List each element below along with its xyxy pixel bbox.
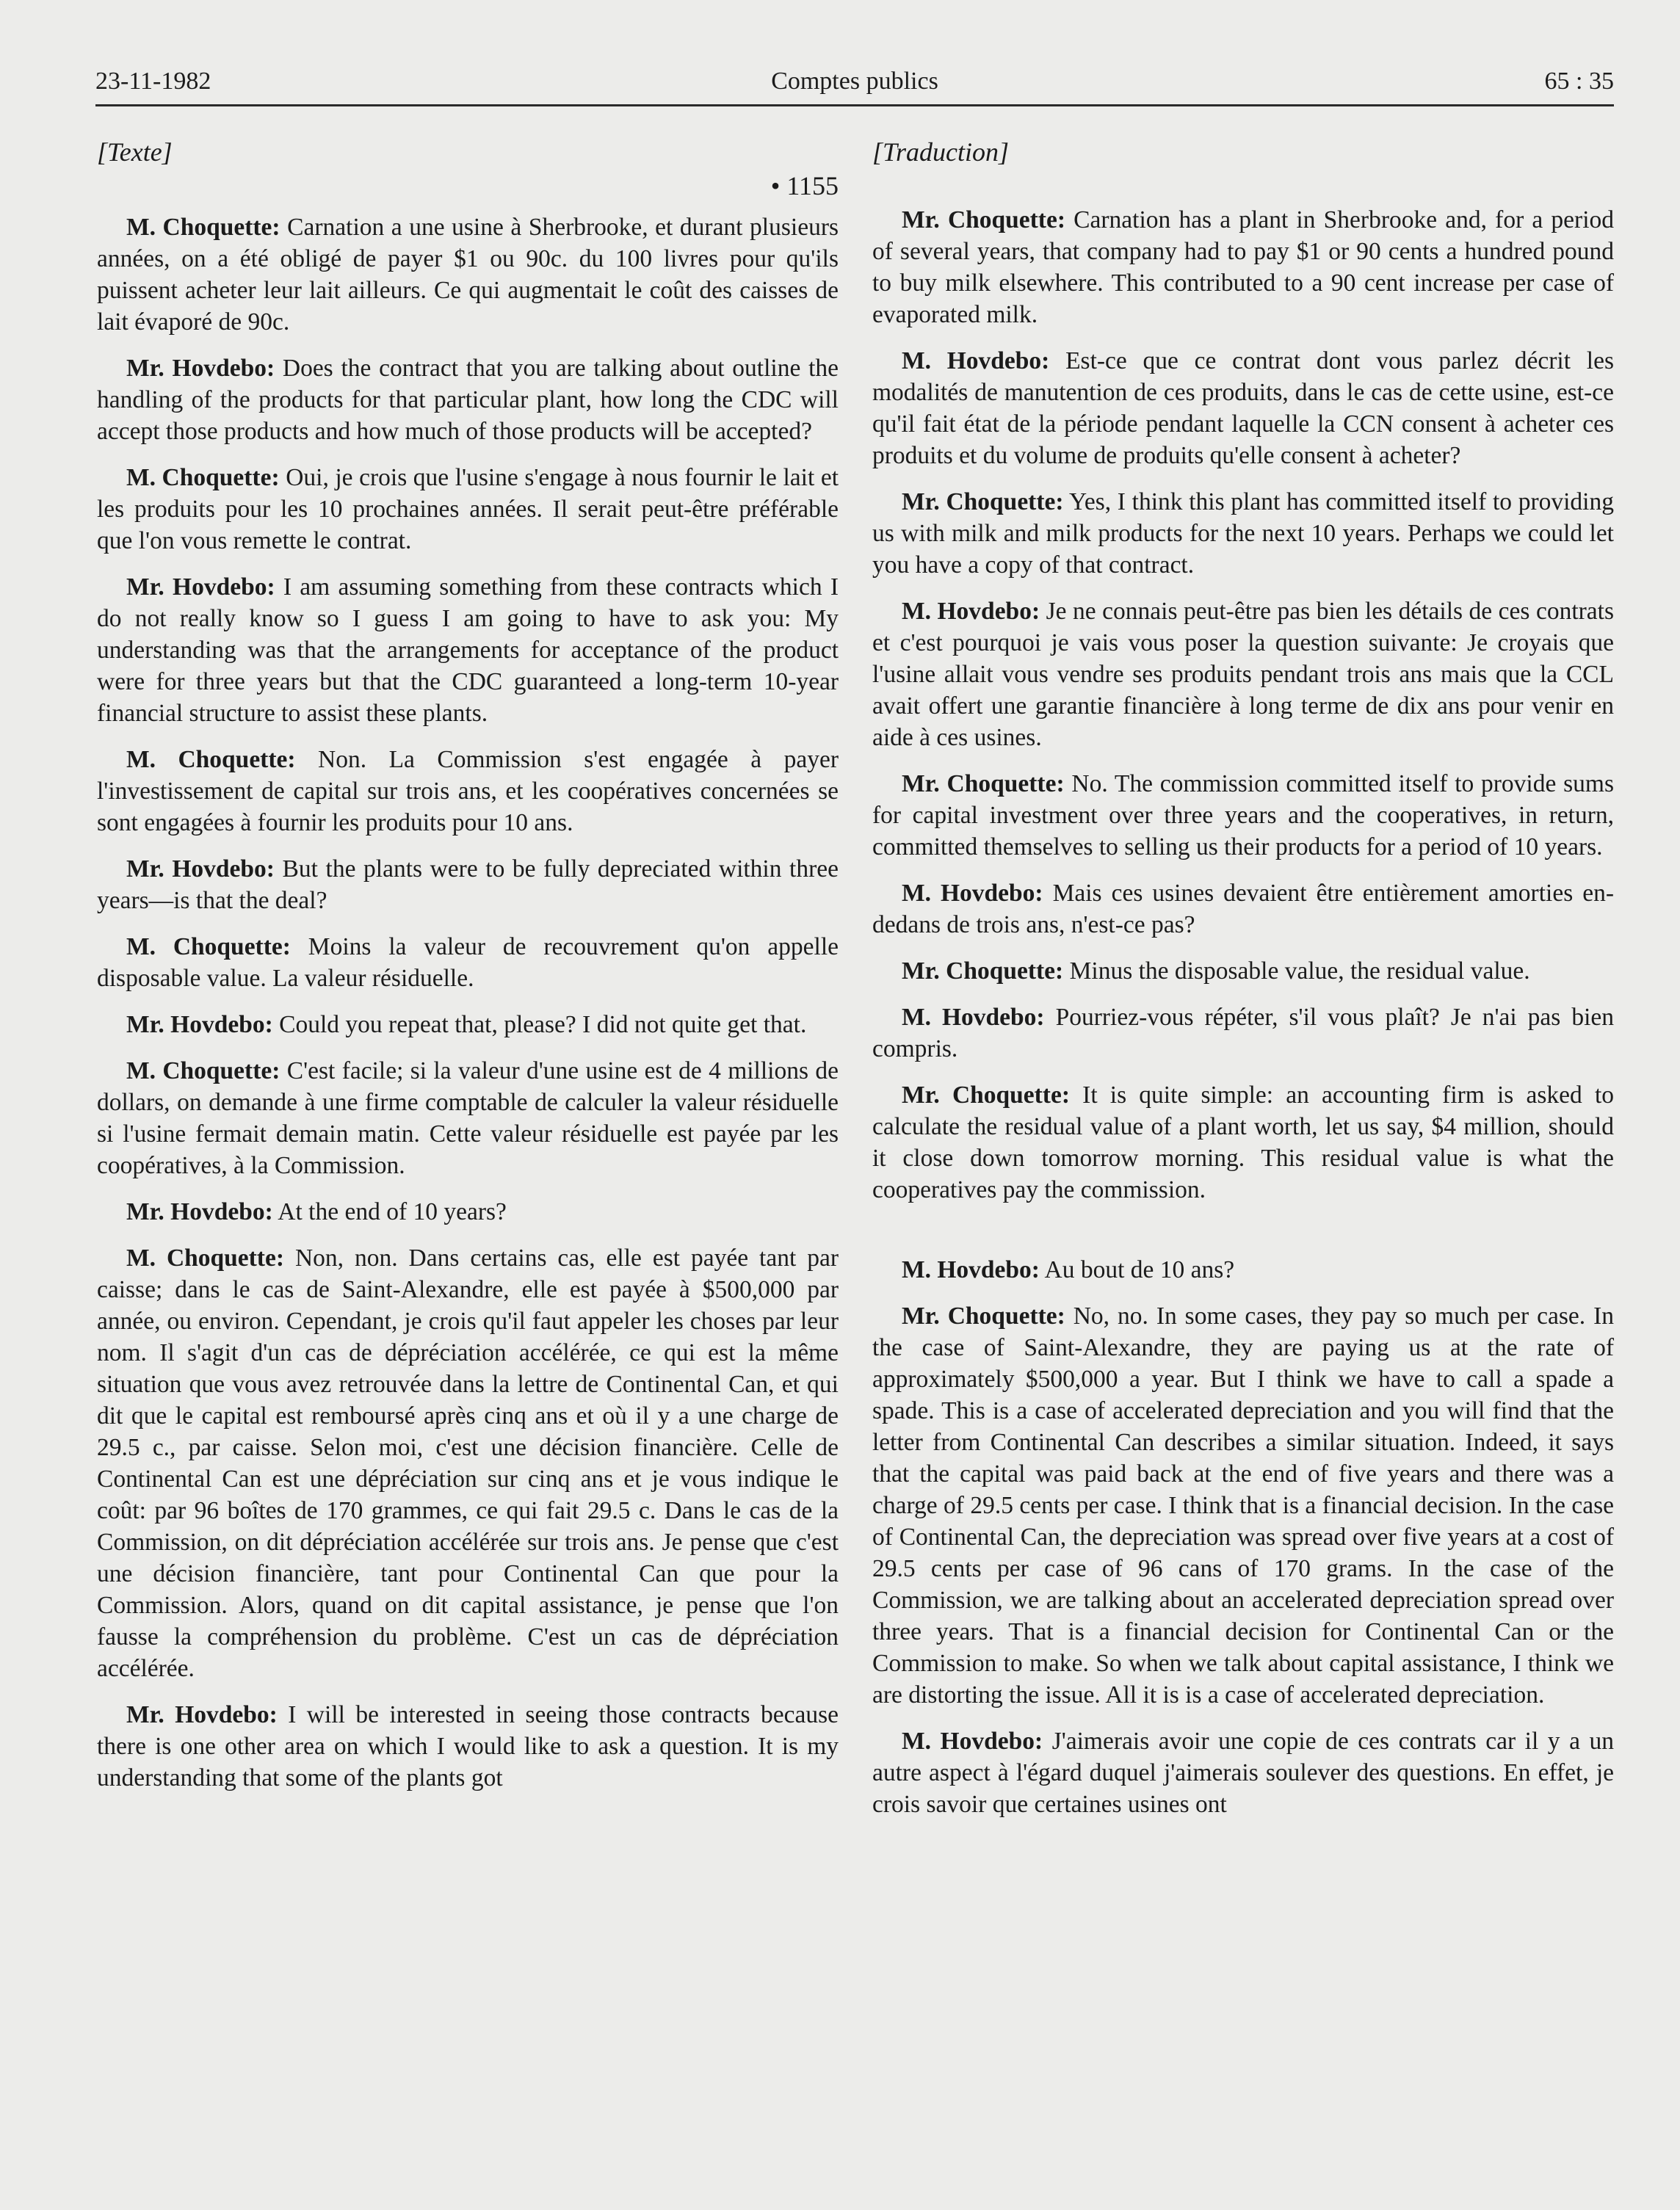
- speech-text: It is quite simple: an accounting firm is asked to calculate the residual value of a plant worth, let us say, $4 million, should it close down tomorrow morning. This residual value is what the cooperatives pay the commission.: [872, 1082, 1614, 1203]
- speaker-name: M. Choquette:: [126, 1057, 280, 1084]
- transcript-paragraph: [97, 1699, 839, 1794]
- speech-text: Carnation has a plant in Sherbrooke and, for a period of several years, that company had to pay $1 or 90 cents a hundred pound to buy milk elsewhere. This contributed to a 90 cent increase per case of evaporated milk.: [872, 206, 1614, 328]
- transcript-paragraph: [872, 486, 1614, 581]
- header-date: 23-11-1982: [95, 68, 211, 95]
- transcript-paragraph: [97, 931, 839, 994]
- speech-text: Je ne connais peut-être pas bien les détails de ces contrats et c'est pourquoi je vais vous poser la question suivante: Je croyais que l'usine allait vous vendre ses produits pendant trois ans mais que la CCL avait offert une garantie financière à long terme de dix ans pour venir en aide à ces usines.: [872, 598, 1615, 751]
- transcript-paragraph: [97, 1009, 839, 1040]
- speech-text: Yes, I think this plant has committed itself to providing us with milk and milk products for the next 10 years. Perhaps we could let you have a copy of that contract.: [872, 488, 1614, 579]
- speaker-name: M. Hovdebo:: [902, 1004, 1045, 1031]
- speech-text: No, no. In some cases, they pay so much per case. In the case of Saint-Alexandre, they are paying us at the rate of approximately $500,000 a year. But I think we have to call a spade a spade. This is a case of accelerated depreciation and you will find that the letter from Continental Can describes a similar situation. Indeed, it says that the capital was paid back at the end of five years and there was a charge of 29.5 cents per case. I think that is a financial decision. In the case of Continental Can, the depreciation was spread over five years at a cost of 29.5 cents per case of 96 cans of 170 grams. In the case of the Commission, we are talking about an accelerated depreciation spread over three years. That is a financial decision for Continental Can or the Commission to make. So when we talk about capital assistance, I think we are distorting the issue. All it is is a case of accelerated depreciation.: [872, 1303, 1614, 1709]
- header-page-number: 65 : 35: [1544, 68, 1614, 95]
- speech-text: Oui, je crois que l'usine s'engage à nous fournir le lait et les produits pour les 10 prochaines années. Il serait peut-être préférable que l'on vous remette le contrat.: [97, 464, 839, 554]
- speech-text: I am assuming something from these contracts which I do not really know so I guess I am going to have to ask you: My understanding was that the arrangements for acceptance of the product were for three years but that the CDC guaranteed a long-term 10-year financial structure to assist these plants.: [97, 573, 839, 727]
- transcript-paragraph: [872, 345, 1614, 471]
- left-column: [97, 137, 839, 1808]
- speech-text: Mais ces usines devaient être entièrement amorties en-dedans de trois ans, n'est-ce pas?: [872, 880, 1615, 938]
- speaker-name: Mr. Choquette:: [902, 488, 1064, 515]
- speech-text: C'est facile; si la valeur d'une usine est de 4 millions de dollars, on demande à une firme comptable de calculer la valeur résiduelle si l'usine fermait demain matin. Cette valeur résiduelle est payée par les coopératives, à la Commission.: [97, 1057, 839, 1179]
- transcript-paragraph: [97, 1242, 839, 1684]
- speech-text: Non. La Commission s'est engagée à payer l'investissement de capital sur trois ans, et les coopératives concernées se sont engagées à fournir les produits pour 10 ans.: [97, 746, 839, 836]
- speaker-name: Mr. Choquette:: [902, 206, 1065, 233]
- speaker-name: M. Hovdebo:: [902, 1256, 1040, 1283]
- speaker-name: Mr. Hovdebo:: [126, 355, 275, 382]
- speaker-name: Mr. Choquette:: [902, 770, 1065, 797]
- speech-text: Does the contract that you are talking about outline the handling of the products for that particular plant, how long the CDC will accept those products and how much of those products will be accepted?: [97, 355, 839, 445]
- transcript-paragraph: [97, 1196, 839, 1228]
- speaker-name: M. Hovdebo:: [902, 598, 1040, 625]
- transcript-paragraph: [872, 204, 1614, 330]
- speech-text: Non, non. Dans certains cas, elle est payée tant par caisse; dans le cas de Saint-Alexandre, elle est payée à $500,000 par année, ou environ. Cependant, je crois qu'il faut appeler les choses par leur nom. Il s'agit d'un cas de dépréciation accélérée, ce qui est la même situation que vous avez retrouvée dans la lettre de Continental Can, et qui dit que le capital est remboursé après cinq ans et où il y a une charge de 29.5 c., par caisse. Selon moi, c'est une décision financière. Celle de Continental Can est une dépréciation sur cinq ans et je vous indique le coût: par 96 boîtes de 170 grammes, ce qui fait 29.5 c. Dans le cas de la Commission, on dit dépréciation accélérée sur trois ans. Je pense que c'est une décision financière, tant pour Continental Can que pour la Commission. Alors, quand on dit capital assistance, je pense que l'on fausse la compréhension du problème. C'est un cas de dépréciation accélérée.: [97, 1245, 839, 1682]
- transcript-paragraph: [872, 877, 1614, 941]
- time-marker: • 1155: [770, 171, 839, 200]
- transcript-paragraph: [97, 853, 839, 916]
- speech-text: Pourriez-vous répéter, s'il vous plaît? Je n'ai pas bien compris.: [872, 1004, 1615, 1062]
- speaker-name: Mr. Choquette:: [902, 1082, 1070, 1109]
- speech-text: Au bout de 10 ans?: [1044, 1256, 1235, 1283]
- page-header: [95, 68, 1614, 106]
- speaker-name: M. Hovdebo:: [902, 347, 1050, 374]
- speaker-name: Mr. Hovdebo:: [126, 1198, 273, 1225]
- speaker-name: M. Hovdebo:: [902, 880, 1043, 907]
- speech-text: But the plants were to be fully depreciated within three years—is that the deal?: [97, 855, 839, 914]
- speaker-name: Mr. Choquette:: [902, 1303, 1065, 1330]
- speech-text: At the end of 10 years?: [278, 1198, 507, 1225]
- speaker-name: M. Choquette:: [126, 214, 280, 241]
- transcript-paragraph: [872, 1300, 1614, 1711]
- speaker-name: M. Choquette:: [126, 746, 296, 773]
- transcript-paragraph: [97, 352, 839, 447]
- speaker-name: M. Hovdebo:: [902, 1728, 1043, 1755]
- speech-text: Carnation a une usine à Sherbrooke, et durant plusieurs années, on a été obligé de payer $1 ou 90c. du 100 livres pour qu'ils puissent acheter leur lait ailleurs. Ce qui augmentait le coût des caisses de lait évaporé de 90c.: [97, 214, 839, 336]
- transcript-paragraph: [97, 571, 839, 729]
- speech-text: Moins la valeur de recouvrement qu'on appelle disposable value. La valeur résiduelle.: [97, 933, 839, 992]
- transcript-paragraph: [97, 1055, 839, 1181]
- transcript-paragraph: [872, 1725, 1614, 1820]
- speech-text: Est-ce que ce contrat dont vous parlez décrit les modalités de manutention de ces produits, dans le cas de cette usine, est-ce qu'il fait état de la période pendant laquelle la CCN consent à acheter ces produits et du volume de produits qu'elle consent à acheter?: [872, 347, 1615, 469]
- speech-text: I will be interested in seeing those contracts because there is one other area on which I would like to ask a question. It is my understanding that some of the plants got: [97, 1701, 839, 1791]
- transcript-paragraph: [872, 595, 1614, 753]
- transcript-paragraph: [872, 1079, 1614, 1206]
- transcript-paragraph: [97, 744, 839, 838]
- speech-text: Minus the disposable value, the residual value.: [1069, 957, 1530, 985]
- speech-text: Could you repeat that, please? I did not quite get that.: [279, 1011, 807, 1038]
- speaker-name: Mr. Hovdebo:: [126, 1011, 273, 1038]
- transcript-paragraph: [872, 1254, 1614, 1286]
- speaker-name: Mr. Hovdebo:: [126, 573, 275, 601]
- speaker-name: Mr. Hovdebo:: [126, 855, 275, 883]
- header-title: Comptes publics: [771, 68, 938, 95]
- speaker-name: Mr. Hovdebo:: [126, 1701, 278, 1728]
- right-language-label: [Traduction]: [872, 137, 1010, 167]
- speaker-name: M. Choquette:: [126, 933, 291, 960]
- speaker-name: M. Choquette:: [126, 464, 280, 491]
- transcript-paragraph: [872, 768, 1614, 863]
- right-column: [872, 137, 1614, 1835]
- transcript-paragraph: [97, 211, 839, 338]
- left-language-label: [Texte]: [97, 137, 173, 167]
- transcript-paragraph: [872, 1001, 1614, 1065]
- speech-text: J'aimerais avoir une copie de ces contrats car il y a un autre aspect à l'égard duquel j'aimerais soulever des questions. En effet, je crois savoir que certaines usines ont: [872, 1728, 1615, 1818]
- speaker-name: M. Choquette:: [126, 1245, 284, 1272]
- transcript-paragraph: [97, 462, 839, 557]
- speaker-name: Mr. Choquette:: [902, 957, 1064, 985]
- speech-text: No. The commission committed itself to provide sums for capital investment over three years and the cooperatives, in return, committed themselves to selling us their products for a period of 10 years.: [872, 770, 1615, 861]
- transcript-paragraph: [872, 955, 1614, 987]
